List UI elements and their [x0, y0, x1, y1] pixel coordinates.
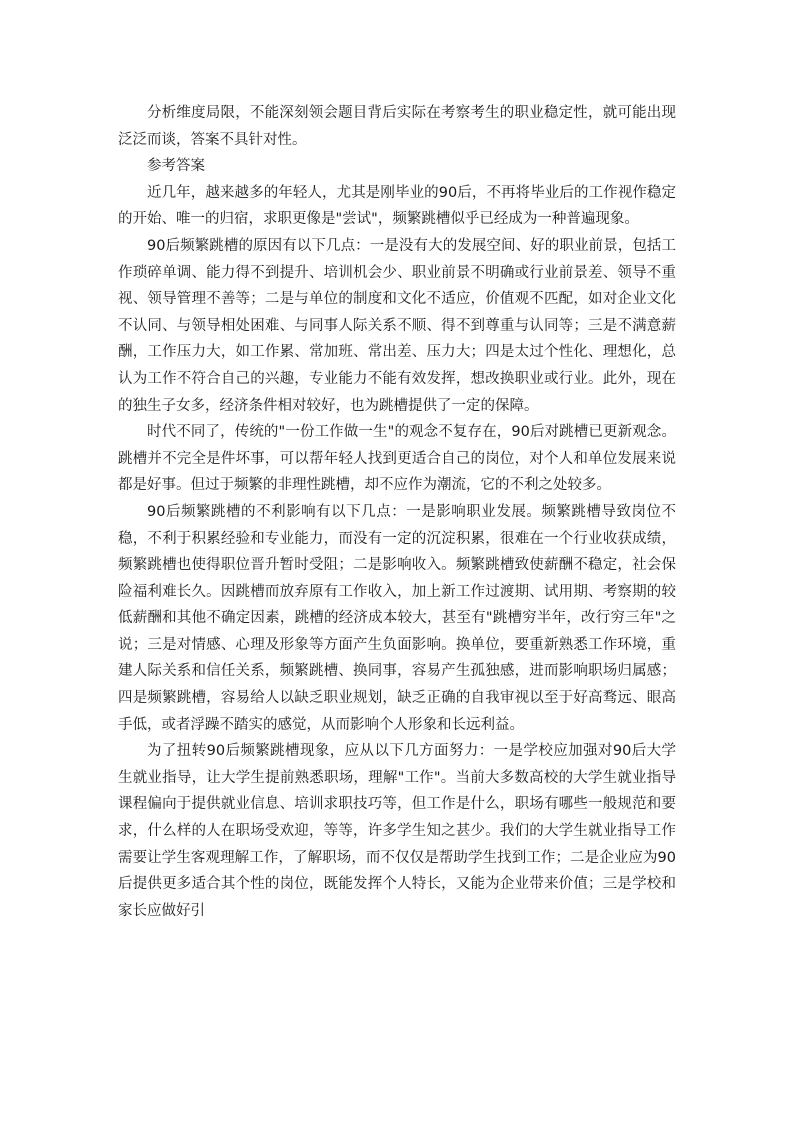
paragraph-solutions: 为了扭转90后频繁跳槽现象，应从以下几方面努力：一是学校应加强对90后大学生就业指导，让大学生提前熟悉职场，理解"工作"。当前大多数高校的大学生就业指导课程偏向于提供就业信息、培训求职技巧等，但工作是什么，职场有哪些一般规范和要求，什么样的人在职场受欢迎，等等，许多学生知之甚少。我们的大学生就业指导工作需要让学生客观理解工作，了解职场，而不仅仅是帮助学生找到工作；二是企业应为90后提供更多适合其个性的岗位，既能发挥个人特长，又能为企业带来价值；三是学校和家长应做好引 — [118, 743, 676, 919]
paragraph-times-changed: 时代不同了，传统的"一份工作做一生"的观念不复存在，90后对跳槽已更新观念。跳槽并不完全是件坏事，可以帮年轻人找到更适合自己的岗位，对个人和单位发展来说都是好事。但过于频繁的非理性跳槽，却不应作为潮流，它的不利之处较多。 — [118, 424, 676, 494]
document-body — [118, 100, 676, 924]
paragraph-intro: 近几年，越来越多的年轻人，尤其是刚毕业的90后，不再将毕业后的工作视作稳定的开始、唯一的归宿，求职更像是"尝试"，频繁跳槽似乎已经成为一种普遍现象。 — [118, 184, 676, 228]
reference-answer-heading: 参考答案 — [147, 158, 205, 175]
paragraph-negative-effects: 90后频繁跳槽的不利影响有以下几点：一是影响职业发展。频繁跳槽导致岗位不稳，不利于积累经验和专业能力，而没有一定的沉淀积累，很难在一个行业收获成绩，频繁跳槽也使得职位晋升暂时受阻；二是影响收入。频繁跳槽致使薪酬不稳定，社会保险福利难长久。因跳槽而放弃原有工作收入，加上新工作过渡期、试用期、考察期的较低薪酬和其他不确定因素，跳槽的经济成本较大，甚至有"跳槽穷半年，改行穷三年"之说；三是对情感、心理及形象等方面产生负面影响。换单位，要重新熟悉工作环境，重建人际关系和信任关系，频繁跳槽、换同事，容易产生孤独感，进而影响职场归属感；四是频繁跳槽，容易给人以缺乏职业规划，缺乏正确的自我审视以至于好高骛远、眼高手低，或者浮躁不踏实的感觉，从而影响个人形象和长远利益。 — [118, 503, 676, 733]
paragraph-analysis-limits: 分析维度局限，不能深刻领会题目背后实际在考察考生的职业稳定性，就可能出现泛泛而谈，答案不具针对性。 — [118, 105, 676, 148]
paragraph-reasons: 90后频繁跳槽的原因有以下几点：一是没有大的发展空间、好的职业前景，包括工作琐碎单调、能力得不到提升、培训机会少、职业前景不明确或行业前景差、领导不重视、领导管理不善等；二是与单位的制度和文化不适应，价值观不匹配，如对企业文化不认同、与领导相处困难、与同事人际关系不顺、得不到尊重与认同等；三是不满意薪酬，工作压力大，如工作累、常加班、常出差、压力大；四是太过个性化、理想化，总认为工作不符合自己的兴趣，专业能力不能有效发挥，想改换职业或行业。此外，现在的独生子女多，经济条件相对较好，也为跳槽提供了一定的保障。 — [118, 237, 676, 414]
